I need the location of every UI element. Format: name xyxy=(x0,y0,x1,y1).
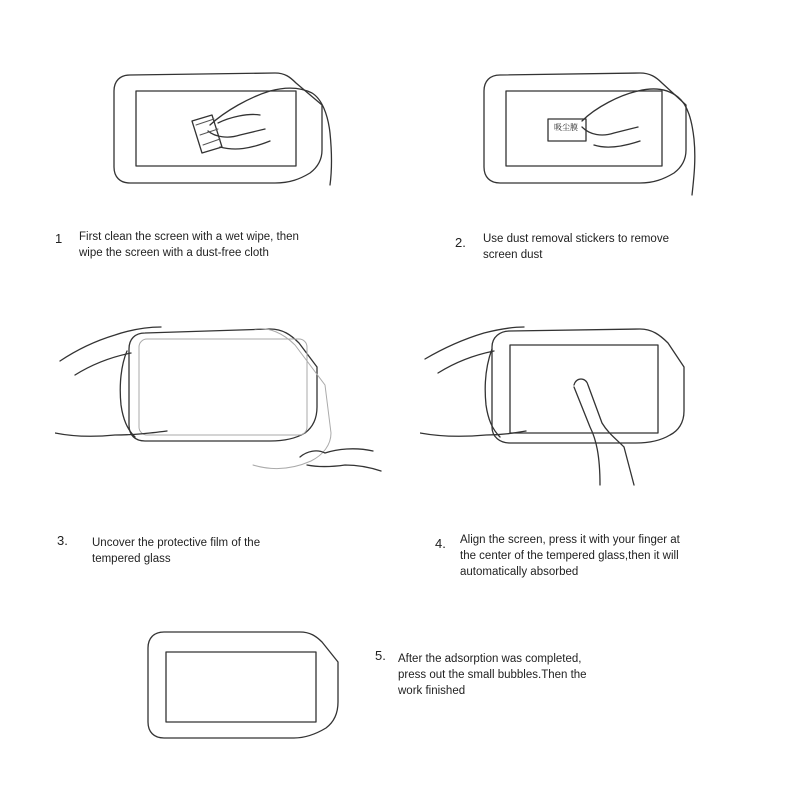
pressing-finger xyxy=(574,379,634,485)
wet-wipe xyxy=(192,115,222,153)
step-5-line-2: press out the small bubbles.Then the xyxy=(398,669,587,681)
step-5-line-1: After the adsorption was completed, xyxy=(398,653,582,665)
step-2-line-1: Use dust removal stickers to remove xyxy=(483,233,669,245)
step-3-line-1: Uncover the protective film of the xyxy=(92,537,261,549)
step-1-illustration xyxy=(100,55,350,205)
step-5-number: 5. xyxy=(375,648,386,663)
step-2-line-2: screen dust xyxy=(483,249,543,261)
step-4-line-3: automatically absorbed xyxy=(460,566,579,578)
step-1-text xyxy=(79,229,299,261)
step-4-line-2: the center of the tempered glass,then it will xyxy=(460,550,679,562)
step-2-number: 2. xyxy=(455,235,466,250)
device-screen xyxy=(166,652,316,722)
step-1-line-2: wipe the screen with a dust-free cloth xyxy=(79,247,269,259)
step-5-illustration xyxy=(140,628,350,748)
device-screen xyxy=(510,345,658,433)
step-2-illustration xyxy=(470,55,710,205)
step-5-line-3: work finished xyxy=(398,685,466,697)
left-hand xyxy=(60,327,161,361)
step-4-line-1: Align the screen, press it with your finger at xyxy=(460,534,680,546)
step-4-number: 4. xyxy=(435,536,446,551)
left-hand xyxy=(425,327,524,359)
step-1-number: 1 xyxy=(55,231,63,246)
protective-film xyxy=(253,329,331,469)
step-2-text xyxy=(483,231,669,263)
step-4-text xyxy=(460,532,680,580)
sticker-label: 吸尘膜 xyxy=(554,123,578,132)
device-outline xyxy=(129,329,317,441)
step-4-illustration xyxy=(420,315,720,495)
step-1-line-1: First clean the screen with a wet wipe, then xyxy=(79,231,299,243)
right-hand xyxy=(300,449,373,457)
tempered-glass xyxy=(139,339,307,435)
step-5-text xyxy=(398,651,587,699)
step-3-illustration xyxy=(55,315,395,495)
step-3-number: 3. xyxy=(57,533,68,548)
step-3-text xyxy=(92,535,260,567)
step-3-line-2: tempered glass xyxy=(92,553,171,565)
